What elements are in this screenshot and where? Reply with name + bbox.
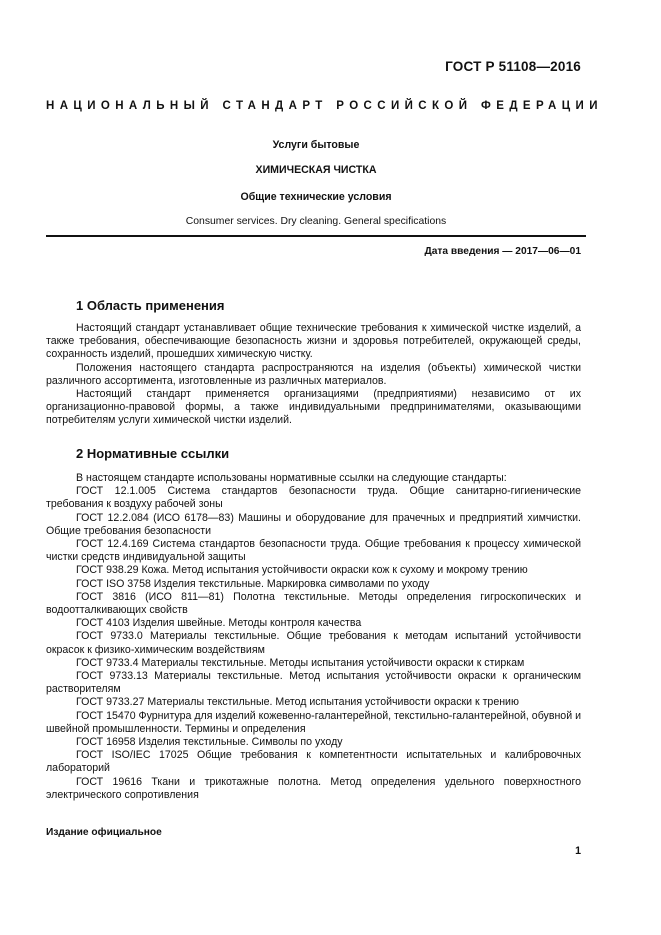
reference-item: ГОСТ 9733.0 Материалы текстильные. Общие требования к методам испытаний устойчивости окрасок к физико-химическим воздействиям (46, 630, 581, 656)
reference-item: ГОСТ 15470 Фурнитура для изделий кожевенно-галантерейной, текстильно-галантерейной, обувной и швейной промышленности. Термины и определения (46, 709, 581, 735)
reference-item: ГОСТ 9733.4 Материалы текстильные. Методы испытания устойчивости окраски к стиркам (76, 656, 525, 669)
reference-item: ГОСТ ISO/IEC 17025 Общие требования к компетентности испытательных и калибровочных лабораторий (46, 749, 581, 775)
reference-item: ГОСТ 12.1.005 Система стандартов безопасности труда. Общие санитарно-гигиенические требования к воздуху рабочей зоны (46, 485, 581, 511)
reference-item: ГОСТ 9733.27 Материалы текстильные. Метод испытания устойчивости окраски к трению (76, 696, 519, 709)
paragraph: Положения настоящего стандарта распространяются на изделия (объекты) химической чистки различного ассортимента, изготовленные из различных материалов. (46, 361, 581, 387)
section-2-body (46, 472, 581, 802)
introduction-date: Дата введения — 2017—06—01 (424, 246, 581, 257)
national-standard-heading: НАЦИОНАЛЬНЫЙ СТАНДАРТ РОССИЙСКОЙ ФЕДЕРАЦИИ (46, 100, 603, 112)
section-2-title: 2 Нормативные ссылки (76, 446, 230, 461)
title-english: Consumer services. Dry cleaning. General specifications (185, 216, 447, 227)
reference-item: ГОСТ 938.29 Кожа. Метод испытания устойчивости окраски кож к сухому и мокрому трению (76, 564, 528, 577)
reference-item: ГОСТ ISO 3758 Изделия текстильные. Маркировка символами по уходу (76, 577, 430, 590)
title-line-2: ХИМИЧЕСКАЯ ЧИСТКА (255, 164, 377, 176)
reference-item: ГОСТ 12.4.169 Система стандартов безопасности труда. Общие требования к процессу химической чистки средств индивидуальной защиты (46, 538, 581, 564)
reference-item: ГОСТ 16958 Изделия текстильные. Символы по уходу (76, 736, 343, 749)
page-number: 1 (575, 845, 581, 857)
horizontal-rule (46, 235, 586, 237)
paragraph: В настоящем стандарте использованы нормативные ссылки на следующие стандарты: (76, 472, 507, 484)
doc-code: ГОСТ Р 51108—2016 (445, 59, 581, 74)
paragraph: Настоящий стандарт устанавливает общие технические требования к химической чистке изделий, а также требования, обеспечивающие безопасность жизни и здоровья потребителей, окружающей среды, сохранность изделий, прошедших химическую чистку. (46, 322, 581, 361)
section-1-title: 1 Область применения (76, 298, 225, 313)
title-line-3: Общие технические условия (240, 191, 392, 203)
official-edition-label: Издание официальное (46, 827, 162, 838)
title-line-1: Услуги бытовые (272, 139, 360, 151)
reference-item: ГОСТ 19616 Ткани и трикотажные полотна. Метод определения удельного поверхностного электрического сопротивления (46, 775, 581, 801)
reference-item: ГОСТ 9733.13 Материалы текстильные. Метод испытания устойчивости окраски к органическим растворителям (46, 670, 581, 696)
paragraph: Настоящий стандарт применяется организациями (предприятиями) независимо от их организационно-правовой формы, а также индивидуальными предпринимателями, оказывающими потребителям услуги химической чистки изделий. (46, 388, 581, 427)
section-1-body (46, 322, 581, 428)
reference-item: ГОСТ 3816 (ИСО 811—81) Полотна текстильные. Методы определения гигроскопических и водоотталкивающих свойств (46, 590, 581, 617)
reference-item: ГОСТ 12.2.084 (ИСО 6178—83) Машины и оборудование для прачечных и предприятий химчистки. Общие требования безопасности (46, 511, 581, 537)
reference-item: ГОСТ 4103 Изделия швейные. Методы контроля качества (76, 617, 362, 630)
